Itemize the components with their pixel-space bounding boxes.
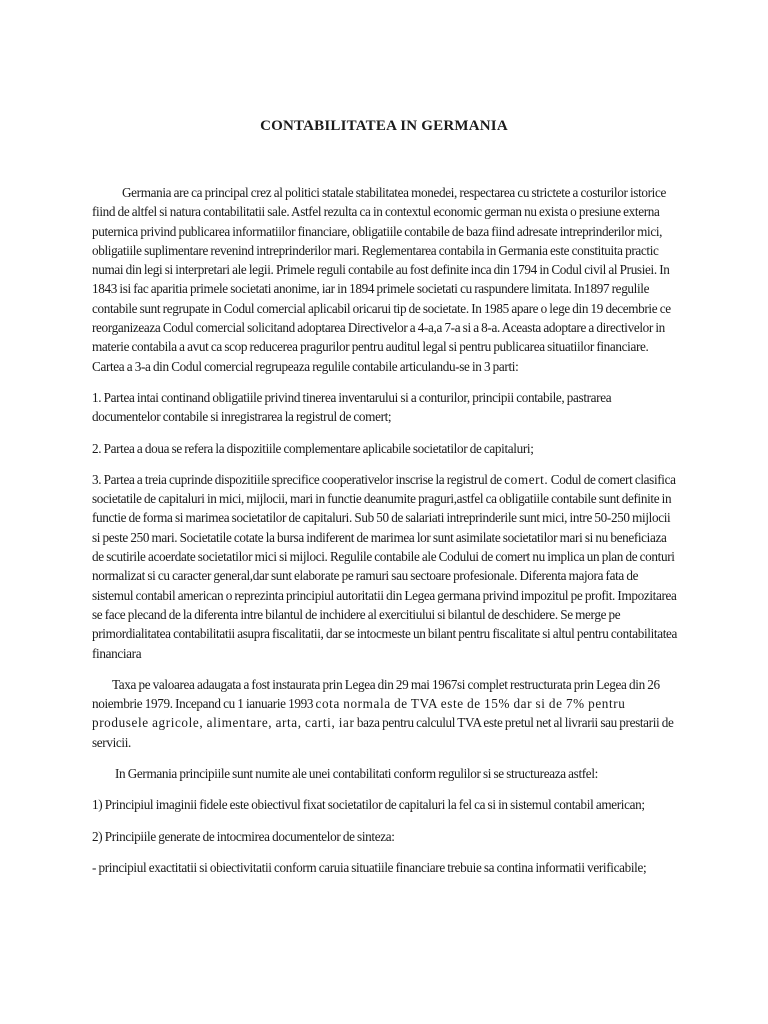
tva-text-end: baza pentru calculul TVA este pretul net al livrarii sau prestarii de servicii. bbox=[92, 715, 674, 750]
principles-intro-paragraph: In Germania principiile sunt numite ale unei contabilitati conform regulilor si se structureaza astfel: bbox=[115, 766, 598, 782]
part-three-text-rest: Codul de comert clasifica societatile de capitaluri in mici, mijlocii, mari in functie deanumite praguri,astfel ca obligatiile contabile sunt definite in functie de forma si marimea societatilor de capitaluri. Sub 50 de salariati intreprinderile sunt mici, intre 50-250 mijlocii si peste 250 mari. Societatile cotate la bursa indiferent de marimea lor sunt asimilate societatilor mari si nu beneficiaza de scutirile acoerdate societatilor mici si mijloci. Regulile contabile ale Codului de comert nu implica un plan de conturi normalizat si cu caracter general,dar sunt elaborate pe ramuri sau sectoare profesionale. Diferenta majora fata de sistemul contabil american o reprezinta principiul autoritatii din Legea germana privind impozitul pe profit. Impozitarea se face plecand de la diferenta intre bilantul de inchidere al exercitiului si bilantul de deschidere. Se merge pe primordialitatea contabilitatii asupra fiscalitatii, dar se intocmeste un bilant pentru fiscalitate si altul pentru contabilitatea financiara bbox=[92, 471, 678, 661]
part-three-text-start: 3. Partea a treia cuprinde dispozitiile sprecifice cooperativelor inscrise la registrul de bbox=[92, 471, 505, 487]
intro-paragraph: Germania are ca principal crez al politici statale stabilitatea monedei, respectarea cu strictete a costurilor istorice fiind de altfel si natura contabilitatii sale. Astfel rezulta ca in contextul economic german nu exista o presiune externa puternica privind publicarea informatiilor financiare, obligatiile contabile de baza fiind adresate intreprinderilor mici, obligatiile suplimentare revenind intreprinderilor mari. Reglementarea contabila in Germania este constituita practic numai din legi si interpretari ale legii. Primele reguli contabile au fost definite inca din 1794 in Codul civil al Prusiei. In 1843 isi fac aparitia primele societati anonime, iar in 1894 primele societati cu raspundere limitata. In1897 regulile contabile sunt regrupate in Codul comercial aplicabil oricarui tip de societate. In 1985 apare o lege din 19 decembrie ce reorganizeaza Codul comercial solicitand adoptarea Directivelor a 4-a,a 7-a si a 8-a. Aceasta adoptare a directivelor in materie contabila a avut ca scop reducerea pragurilor pentru auditul legal si pentru publicarea situatiilor financiare. Cartea a 3-a din Codul comercial regrupeaza regulile contabile articulandu-se in 3 parti: bbox=[92, 185, 671, 374]
tva-text-start: Taxa pe valoarea adaugata a fost instaurata prin Legea din 29 mai 1967si complet restructurata prin Legea din 26 noiembrie 1979. Incepand cu 1 ianuarie 1993 bbox=[92, 676, 660, 712]
document-body bbox=[92, 183, 680, 889]
tva-text-rates: cota normala de TVA este de 15% dar si de 7% pentru produsele agricole, alimentare, arta, carti, iar bbox=[92, 696, 626, 731]
part-three-paragraph bbox=[92, 470, 680, 663]
part-three-text-comert: comert. bbox=[504, 471, 549, 487]
part-one-paragraph: 1. Partea intai continand obligatiile privind tinerea inventarului si a conturilor, principii contabile, pastrarea documentelor contabile si inregistrarea la registrul de comert; bbox=[92, 389, 612, 425]
bullet-item: - principiul exactitatii si obiectivitatii conform caruia situatiile financiare trebuie sa contina informatii verificabile; bbox=[92, 859, 647, 875]
principle-two-paragraph: 2) Principiile generate de intocmirea documentelor de sinteza: bbox=[92, 828, 395, 844]
tva-paragraph bbox=[92, 675, 680, 752]
document-title: CONTABILITATEA IN GERMANIA bbox=[260, 118, 508, 134]
part-two-paragraph: 2. Partea a doua se refera la dispozitiile complementare aplicabile societatilor de capitaluri; bbox=[92, 440, 534, 456]
principle-one-paragraph: 1) Principiul imaginii fidele este obiectivul fixat societatilor de capitaluri la fel ca si in sistemul contabil american; bbox=[92, 797, 645, 813]
